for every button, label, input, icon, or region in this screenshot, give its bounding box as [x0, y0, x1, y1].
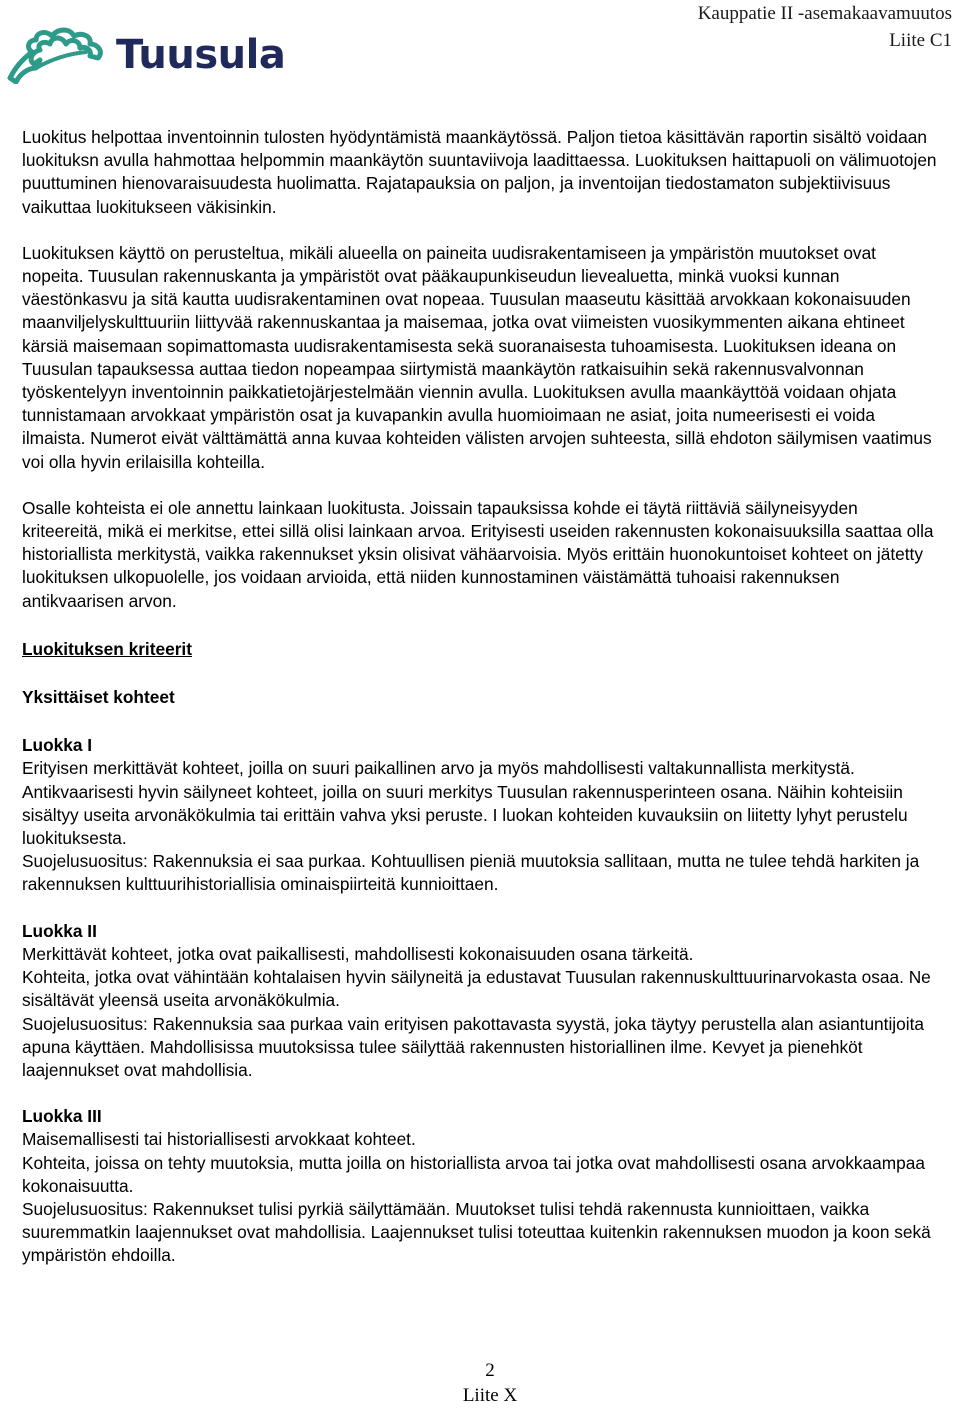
class-2-title: Luokka II	[22, 920, 97, 941]
tuusula-logo	[6, 22, 286, 84]
paragraph-classification-use: Luokituksen käyttö on perusteltua, mikäli alueella on paineita uudisrakentamiseen ja ympäristön muutokset ovat nopeita. Tuusulan rakennuskanta ja ympäristöt ovat pääkaupunkiseudun lievealuetta, minkä vuoksi kunnan väestönkasvu ja sitä kautta uudisrakentaminen ovat nopeaa. Tuusulan maaseutu käsittää arvokkaan kokonaisuuden maanviljelyskulttuuriin liittyvää rakennuskantaa ja maisemaa, jotka ovat viimeisten vuosikymmenten aikana ehtineet kärsiä maisemaan sopimattomasta uudisrakentamisesta sekä suoranaisesta tuhoamisesta. Luokituksen ideana on Tuusulan tapauksessa auttaa tiedon nopeampaa siirtymistä maankäytön ratkaisuihin sekä rakennusvalvonnan työskentelyyn inventoinnin paikkatietojärjestelmään viennin avulla. Luokituksen avulla maankäyttöä voidaan ohjata tunnistamaan arvokkaat ympäristön osat ja kuvapankin avulla huomioimaan ne asiat, joita numeerisesti ei voida ilmaista. Numerot eivät välttämättä anna kuvaa kohteiden välisten arvojen suhteesta, sillä ehdoton säilymisen vaatimus voi olla hyvin erilaisilla kohteilla.	[22, 242, 932, 472]
document-header	[698, 0, 952, 54]
class-1-line: Erityisen merkittävät kohteet, joilla on suuri paikallinen arvo ja myös mahdollisesti valtakunnallista merkitystä.	[22, 758, 855, 779]
paragraph-classification-benefits: Luokitus helpottaa inventoinnin tulosten hyödyntämistä maankäytössä. Paljon tietoa käsittävän raportin sisältö voidaan luokituksn avulla hahmottaa helpommin maankäytön suuntaviivoja laadittaessa. Luokituksen haittapuoli on välimuotojen puuttuminen hienovaraisuudesta huolimatta. Rajatapauksia on paljon, ja inventoijan tiedostamaton subjektiivisuus vaikuttaa luokitukseen väkisinkin.	[22, 127, 937, 217]
class-3-title: Luokka III	[22, 1106, 102, 1127]
class-3-line: Kohteita, joissa on tehty muutoksia, mutta joilla on historiallista arvoa tai jotka ovat mahdollisesti osana arvokkaampaa kokonaisuutta.	[22, 1152, 925, 1196]
class-2-line: Suojelusuositus: Rakennuksia saa purkaa vain erityisen pakottavasta syystä, joka täytyy perustella alan asiantuntijoita apuna käyttäen. Mahdollisissa muutoksissa tulee säilyttää rakennusten historiallinen ilme. Kevyet ja pienehköt laajennukset ovat mahdollisia.	[22, 1013, 925, 1080]
page-footer	[0, 1358, 960, 1408]
oak-leaf-icon	[6, 22, 116, 84]
criteria-heading: Luokituksen kriteerit	[22, 638, 192, 659]
class-1-title: Luokka I	[22, 735, 93, 756]
logo-wordmark: Tuusula	[116, 32, 286, 78]
paragraph-unclassified: Osalle kohteista ei ole annettu lainkaan luokitusta. Joissain tapauksissa kohde ei täytä riittäviä säilyneisyyden kriteereitä, mikä ei merkitse, ettei sillä olisi lainkaan arvoa. Erityisesti useiden rakennusten kokonaisuuksilla saattaa olla historiallista merkitystä, vaikka rakennukset yksin olisivat vähäarvoisia. Myös erittäin huonokuntoiset kohteet on jätetty luokituksen ulkopuolelle, jos voidaan arvioida, että niiden kunnostaminen väistämättä tuhoaisi rakennuksen antikvaarisen arvon.	[22, 497, 934, 611]
class-3-line: Maisemallisesti tai historiallisesti arvokkaat kohteet.	[22, 1129, 416, 1150]
individual-heading: Yksittäiset kohteet	[22, 687, 175, 708]
appendix-label: Liite C1	[889, 30, 952, 51]
class-2-line: Kohteita, jotka ovat vähintään kohtalaisen hyvin säilyneitä ja edustavat Tuusulan rakennuskulttuurinarvokasta osaa. Ne sisältävät yleensä useita arvonäkökulmia.	[22, 967, 931, 1011]
class-3-line: Suojelusuositus: Rakennukset tulisi pyrkiä säilyttämään. Muutokset tulisi tehdä rakennusta kunnioittaen, vaikka suuremmatkin laajennukset ovat mahdollisia. Laajennukset tulisi toteuttaa kuitenkin rakennuksen muodon ja koon sekä ympäristön ehdoilla.	[22, 1198, 931, 1266]
footer-appendix: Liite X	[462, 1385, 518, 1406]
page-number: 2	[485, 1360, 495, 1381]
class-1-line: Suojelusuositus: Rakennuksia ei saa purkaa. Kohtuullisen pieniä muutoksia sallitaan, mutta ne tulee tehdä harkiten ja rakennuksen kulttuurihistoriallisia ominaispiirteitä kunnioittaen.	[22, 851, 920, 895]
document-body	[22, 126, 937, 1268]
class-2-line: Merkittävät kohteet, jotka ovat paikallisesti, mahdollisesti kokonaisuuden osana tärkeitä.	[22, 943, 694, 964]
class-1-line: Antikvaarisesti hyvin säilyneet kohteet, joilla on suuri merkitys Tuusulan rakennusperinteen osana. Näihin kohteisiin sisältyy useita arvonäkökulmia tai erittäin vahva yksi peruste. I luokan kohteiden kuvauksiin on liitetty lyhyt perustelu luokituksesta.	[22, 781, 908, 849]
document-title: Kauppatie II -asemakaavamuutos	[697, 3, 952, 24]
